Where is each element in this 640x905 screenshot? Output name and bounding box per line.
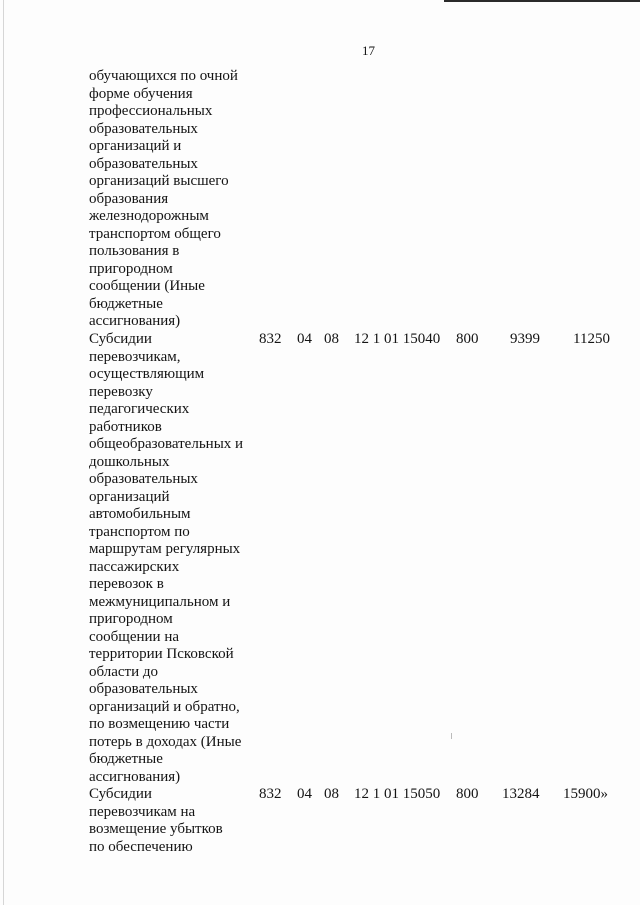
row-1-ministry-code: 832 bbox=[259, 331, 282, 347]
page-number: 17 bbox=[362, 43, 375, 58]
row-1-target-article: 12 1 01 15040 bbox=[354, 331, 441, 347]
row-0-description: обучающихся по очной форме обучения профессиональных образовательных организаций и образовательных организаций высшего образования железнодорожным транспортом общего пользования в пригородном сообщении (Иные бюджетные ассигнования) bbox=[89, 68, 238, 329]
row-2-description: Субсидии перевозчикам на возмещение убытков по обеспечению bbox=[89, 786, 223, 855]
row-2-ministry-code: 832 bbox=[259, 786, 282, 802]
row-2-target-article: 12 1 01 15050 bbox=[354, 786, 441, 802]
row-1-amount-1: 9399 bbox=[510, 331, 540, 347]
row-1-description: Субсидии перевозчикам, осуществляющим перевозку педагогических работников общеобразовательных и дошкольных образовательных организаций автомобильным транспортом по маршрутам регулярных пассажирских перевозок в межмуниципальном и пригородном сообщении на территории Псковской области до образовательных организаций и обратно, по возмещению части потерь в доходах (Иные бюджетные ассигнования) bbox=[89, 331, 244, 785]
row-2-amount-1: 13284 bbox=[502, 786, 540, 802]
top-rule bbox=[444, 0, 640, 2]
row-2-amount-2: 15900» bbox=[563, 786, 608, 802]
row-1-section-code: 04 bbox=[297, 331, 312, 347]
row-2-subsection-code: 08 bbox=[324, 786, 339, 802]
row-1-expense-type: 800 bbox=[456, 331, 479, 347]
row-2-expense-type: 800 bbox=[456, 786, 479, 802]
scan-speck bbox=[451, 733, 452, 739]
row-1-amount-2: 11250 bbox=[573, 331, 610, 347]
row-1-subsection-code: 08 bbox=[324, 331, 339, 347]
scan-edge-line bbox=[3, 0, 4, 905]
row-2-section-code: 04 bbox=[297, 786, 312, 802]
